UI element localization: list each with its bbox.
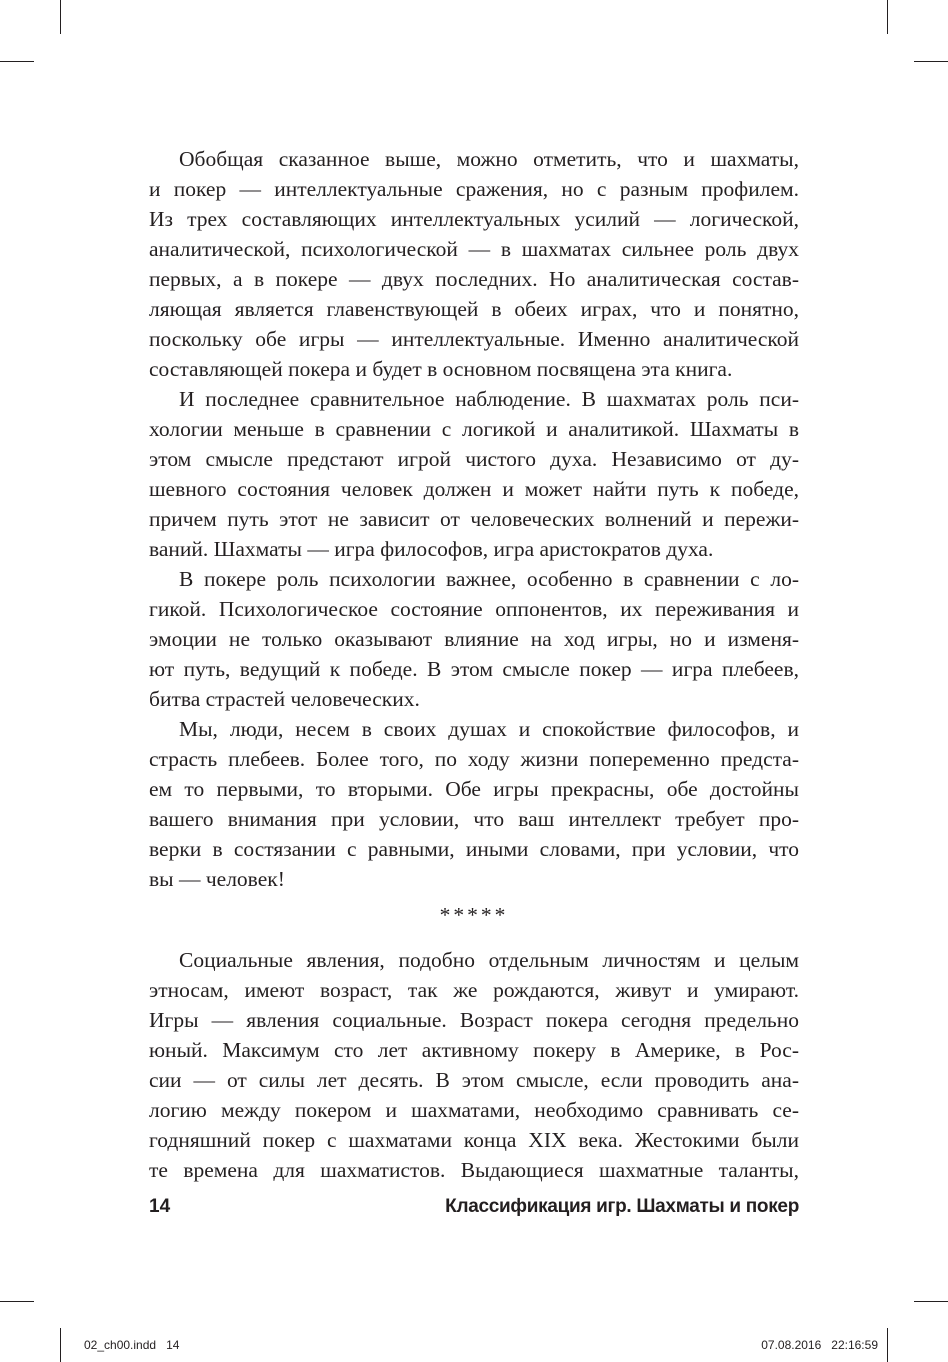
text-line: эмоции не только оказывают влияние на ход игры, но и изменя- — [149, 627, 799, 651]
crop-mark-top-left — [60, 0, 61, 34]
text-line: ем то первыми, то вторыми. Обе игры прекрасны, обе достойны — [149, 777, 799, 801]
text-line: сии — от силы лет десять. В этом смысле, если проводить ана- — [149, 1068, 799, 1092]
body-text — [149, 144, 799, 1185]
crop-mark-right-top — [914, 61, 948, 62]
text-line: годняшний покер с шахматами конца XIX века. Жестокими были — [149, 1128, 799, 1152]
text-line: гикой. Психологическое состояние оппонентов, их переживания и — [149, 597, 799, 621]
running-title: Классификация игр. Шахматы и покер — [445, 1196, 799, 1217]
text-line: вашего внимания при условии, что ваш интеллект требует про- — [149, 807, 799, 831]
text-line: логию между покером и шахматами, необходимо сравнивать се- — [149, 1098, 799, 1122]
text-line: те времена для шахматистов. Выдающиеся шахматные таланты, — [149, 1158, 799, 1182]
text-line: Социальные явления, подобно отдельным личностям и целым — [179, 948, 799, 972]
slug-file-info: 02_ch00.indd 14 — [84, 1338, 180, 1352]
slug-timestamp: 07.08.2016 22:16:59 — [761, 1338, 878, 1352]
text-line: и покер — интеллектуальные сражения, но с разным профилем. — [149, 177, 799, 201]
text-line: ляющая является главенствующей в обеих играх, что и понятно, — [149, 297, 799, 321]
text-line: хологии меньше в сравнении с логикой и аналитикой. Шахматы в — [149, 417, 799, 441]
text-line: Игры — явления социальные. Возраст покера сегодня предельно — [149, 1008, 799, 1032]
text-line: битва страстей человеческих. — [149, 687, 420, 711]
text-line: верки в состязании с равными, иными словами, при условии, что — [149, 837, 799, 861]
text-line: И последнее сравнительное наблюдение. В шахматах роль пси- — [179, 387, 799, 411]
text-line: вы — человек! — [149, 867, 285, 891]
text-line: причем путь этот не зависит от человеческих волнений и пережи- — [149, 507, 799, 531]
text-line: ваний. Шахматы — игра философов, игра аристократов духа. — [149, 537, 714, 561]
page-number: 14 — [149, 1196, 171, 1217]
text-line: составляющей покера и будет в основном посвящена эта книга. — [149, 357, 733, 381]
text-line: этносам, имеют возраст, так же рождаются, живут и умирают. — [149, 978, 799, 1002]
text-line: В покере роль психологии важнее, особенно в сравнении с ло- — [179, 567, 799, 591]
section-separator: ***** — [439, 903, 509, 927]
text-line: шевного состояния человек должен и может найти путь к победе, — [149, 477, 799, 501]
text-line: ют путь, ведущий к победе. В этом смысле покер — игра плебеев, — [149, 657, 799, 681]
text-line: поскольку обе игры — интеллектуальные. Именно аналитической — [149, 327, 799, 351]
text-line: страсть плебеев. Более того, по ходу жизни попеременно предста- — [149, 747, 799, 771]
text-line: Из трех составляющих интеллектуальных усилий — логической, — [149, 207, 799, 231]
text-line: Обобщая сказанное выше, можно отметить, что и шахматы, — [179, 147, 799, 171]
crop-mark-bottom-left — [60, 1328, 61, 1362]
text-line: аналитической, психологической — в шахматах сильнее роль двух — [149, 237, 799, 261]
crop-mark-right-bottom — [914, 1301, 948, 1302]
crop-mark-left-bottom — [0, 1301, 34, 1302]
text-line: Мы, люди, несем в своих душах и спокойствие философов, и — [179, 717, 799, 741]
crop-mark-top-right — [887, 0, 888, 34]
text-line: юный. Максимум сто лет активному покеру в Америке, в Рос- — [149, 1038, 799, 1062]
crop-mark-left-top — [0, 61, 34, 62]
text-line: этом смысле предстают игрой чистого духа. Независимо от ду- — [149, 447, 799, 471]
crop-mark-bottom-right — [887, 1328, 888, 1362]
text-line: первых, а в покере — двух последних. Но аналитическая состав- — [149, 267, 799, 291]
